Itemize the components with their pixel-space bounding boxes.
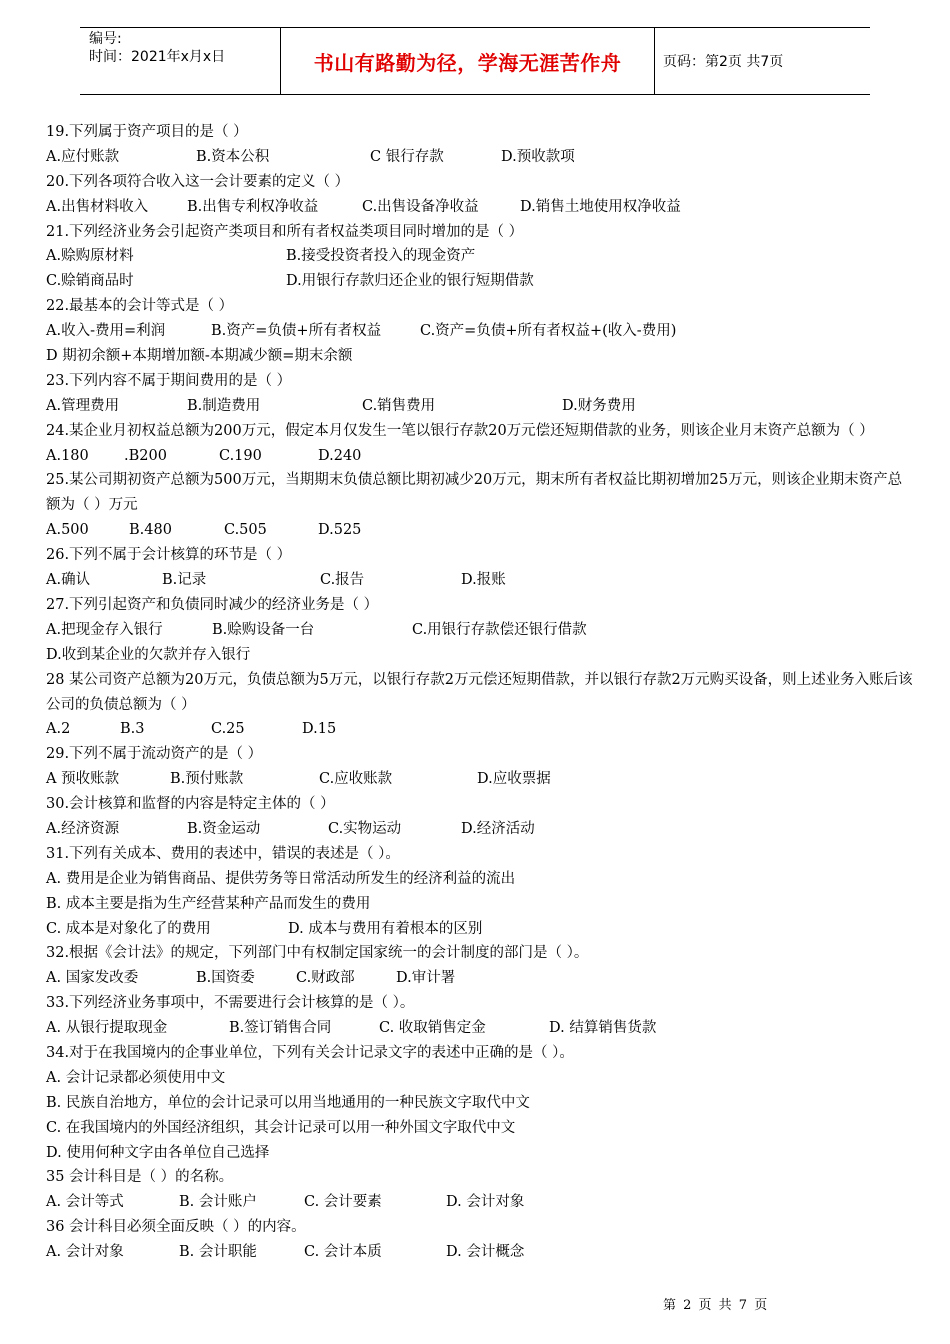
option-text: A.2 — [46, 721, 71, 738]
options-row — [46, 518, 914, 543]
option-text: D.财务费用 — [562, 397, 636, 414]
option-text: A.赊购原材料 — [46, 248, 134, 265]
option-text: C.出售设备净收益 — [362, 198, 479, 215]
question-line: 22.最基本的会计等式是（ ） — [46, 298, 234, 315]
options-row — [46, 394, 914, 419]
option-text: B.480 — [129, 522, 172, 539]
options-row — [46, 444, 914, 469]
page-header — [80, 27, 870, 95]
option-text: C.应收账款 — [319, 771, 393, 788]
options-row — [46, 717, 914, 742]
option-text: D.报账 — [461, 572, 506, 589]
option-text: B.资本公积 — [196, 148, 270, 165]
question-line: 21.下列经济业务会引起资产类项目和所有者权益类项目同时增加的是（ ） — [46, 223, 524, 240]
option-text: B.接受投资者投入的现金资产 — [286, 248, 476, 265]
option-text: A. 会计等式 — [46, 1194, 124, 1211]
option-text: A.确认 — [46, 572, 91, 589]
option-text: A.收入-费用=利润 — [46, 323, 166, 340]
option-text: C.报告 — [320, 572, 365, 589]
option-text: B.签订销售合同 — [229, 1020, 332, 1037]
question-line: 33.下列经济业务事项中，不需要进行会计核算的是（ ）。 — [46, 995, 415, 1012]
option-text: C. 会计本质 — [304, 1244, 382, 1261]
options-row — [46, 817, 914, 842]
question-line: 28 某公司资产总额为20万元，负债总额为5万元，以银行存款2万元偿还短期借款，并以银行存款2万元购买设备，则上述业务入账后该公司的负债总额为（ ） — [46, 671, 913, 713]
option-text: D.预收款项 — [501, 148, 575, 165]
option-text: A. 会计对象 — [46, 1244, 124, 1261]
options-row — [46, 568, 914, 593]
question-line: 36 会计科目必须全面反映（ ）的内容。 — [46, 1219, 306, 1236]
option-text: A.经济资源 — [46, 821, 120, 838]
option-text: D. 会计概念 — [446, 1244, 525, 1261]
time-label: 时间：2021年x月x日 — [89, 49, 226, 65]
option-text: C.财政部 — [296, 970, 355, 987]
options-row — [46, 269, 914, 294]
motto: 书山有路勤为径，学海无涯苦作舟 — [313, 50, 622, 75]
option-text: B.3 — [120, 721, 145, 738]
option-text: A.出售材料收入 — [46, 198, 149, 215]
option-text: C. 收取销售定金 — [379, 1020, 486, 1037]
page-footer: 第 2 页 共 7 页 — [663, 1298, 768, 1313]
option-text: B.记录 — [162, 572, 207, 589]
page-info: 页码：第2页 共7页 — [663, 54, 784, 70]
options-row — [46, 618, 914, 643]
option-text: D.应收票据 — [477, 771, 551, 788]
question-line: 26.下列不属于会计核算的环节是（ ） — [46, 547, 292, 564]
question-line: 35 会计科目是（ ）的名称。 — [46, 1169, 234, 1186]
option-text: .B200 — [124, 447, 167, 464]
options-row — [46, 1190, 914, 1215]
option-text: A.180 — [46, 447, 89, 464]
options-row — [46, 767, 914, 792]
question-line: 32.根据《会计法》的规定，下列部门中有权制定国家统一的会计制度的部门是（ ）。 — [46, 945, 589, 962]
question-line: 34.对于在我国境内的企事业单位，下列有关会计记录文字的表述中正确的是（ ）。 — [46, 1045, 574, 1062]
question-line: 29.下列不属于流动资产的是（ ） — [46, 746, 263, 763]
question-line: A. 会计记录都必须使用中文 — [46, 1069, 226, 1086]
question-line: C. 在我国境内的外国经济组织，其会计记录可以用一种外国文字取代中文 — [46, 1119, 516, 1136]
question-list — [46, 120, 914, 1265]
option-text: A. 从银行提取现金 — [46, 1020, 168, 1037]
option-text: B.赊购设备一台 — [212, 621, 315, 638]
option-text: B.制造费用 — [187, 397, 261, 414]
option-text: B. 会计职能 — [179, 1244, 257, 1261]
options-row — [46, 966, 914, 991]
question-line: 23.下列内容不属于期间费用的是（ ） — [46, 372, 292, 389]
option-text: D.审计署 — [396, 970, 456, 987]
option-text: A.把现金存入银行 — [46, 621, 163, 638]
question-line: 20.下列各项符合收入这一会计要素的定义（ ） — [46, 173, 350, 190]
question-line: B. 成本主要是指为生产经营某种产品而发生的费用 — [46, 895, 371, 912]
question-line: 19.下列属于资产项目的是（ ） — [46, 124, 248, 140]
number-label: 编号: — [89, 31, 122, 47]
option-text: C.用银行存款偿还银行借款 — [412, 621, 587, 638]
question-line: B. 民族自治地方，单位的会计记录可以用当地通用的一种民族文字取代中文 — [46, 1094, 530, 1111]
header-motto-cell — [281, 28, 655, 94]
question-line: D.收到某企业的欠款并存入银行 — [46, 646, 251, 663]
question-line: A. 费用是企业为销售商品、提供劳务等日常活动所发生的经济利益的流出 — [46, 870, 516, 887]
options-row — [46, 319, 914, 344]
option-text: B. 会计账户 — [179, 1194, 257, 1211]
option-text: C.190 — [219, 447, 262, 464]
option-text: B.预付账款 — [170, 771, 244, 788]
option-text: C 银行存款 — [370, 148, 444, 165]
options-row — [46, 244, 914, 269]
option-text: D.240 — [318, 447, 362, 464]
question-line: 27.下列引起资产和负债同时减少的经济业务是（ ） — [46, 596, 379, 613]
option-text: A.500 — [46, 522, 89, 539]
option-text: C.销售费用 — [362, 397, 436, 414]
option-text: D. 会计对象 — [446, 1194, 525, 1211]
option-text: C.实物运动 — [328, 821, 402, 838]
question-line: 24.某企业月初权益总额为200万元，假定本月仅发生一笔以银行存款20万元偿还短期借款的业务，则该企业月末资产总额为（ ） — [46, 422, 874, 439]
option-text: D.经济活动 — [461, 821, 535, 838]
option-text: D.525 — [318, 522, 362, 539]
options-row — [46, 145, 914, 170]
question-line: D. 使用何种文字由各单位自己选择 — [46, 1144, 270, 1161]
question-line: 30.会计核算和监督的内容是特定主体的（ ） — [46, 796, 335, 813]
header-meta — [80, 28, 281, 94]
option-text: B.资金运动 — [187, 821, 261, 838]
option-text: C.资产=负债+所有者权益+(收入-费用) — [420, 323, 677, 340]
question-line: D 期初余额+本期增加额-本期减少额=期末余额 — [46, 348, 353, 365]
option-text: B.国资委 — [196, 970, 255, 987]
option-text: D. 结算销售货款 — [549, 1020, 657, 1037]
option-text: C.赊销商品时 — [46, 273, 134, 290]
option-text: B.资产=负债+所有者权益 — [211, 323, 382, 340]
option-text: D.销售土地使用权净收益 — [520, 198, 681, 215]
option-text: B.出售专利权净收益 — [187, 198, 319, 215]
option-text: A 预收账款 — [46, 771, 120, 788]
option-text: C. 会计要素 — [304, 1194, 382, 1211]
option-text: C.25 — [211, 721, 245, 738]
options-row — [46, 195, 914, 220]
options-row — [46, 1016, 914, 1041]
option-text: A. 国家发改委 — [46, 970, 139, 987]
option-text: D.用银行存款归还企业的银行短期借款 — [286, 273, 534, 290]
option-text: D.15 — [302, 721, 337, 738]
question-line: 31.下列有关成本、费用的表述中，错误的表述是（ ）。 — [46, 845, 400, 862]
question-line: 25.某公司期初资产总额为500万元，当期期末负债总额比期初减少20万元，期末所有者权益比期初增加25万元，则该企业期末资产总额为（ ）万元 — [46, 472, 903, 514]
option-text: A.管理费用 — [46, 397, 120, 414]
option-text: C.505 — [224, 522, 267, 539]
option-text: D. 成本与费用有着根本的区别 — [288, 920, 483, 937]
option-text: A.应付账款 — [46, 148, 120, 165]
options-row — [46, 1240, 914, 1265]
options-row — [46, 917, 914, 942]
option-text: C. 成本是对象化了的费用 — [46, 920, 211, 937]
header-page-cell — [655, 28, 870, 94]
